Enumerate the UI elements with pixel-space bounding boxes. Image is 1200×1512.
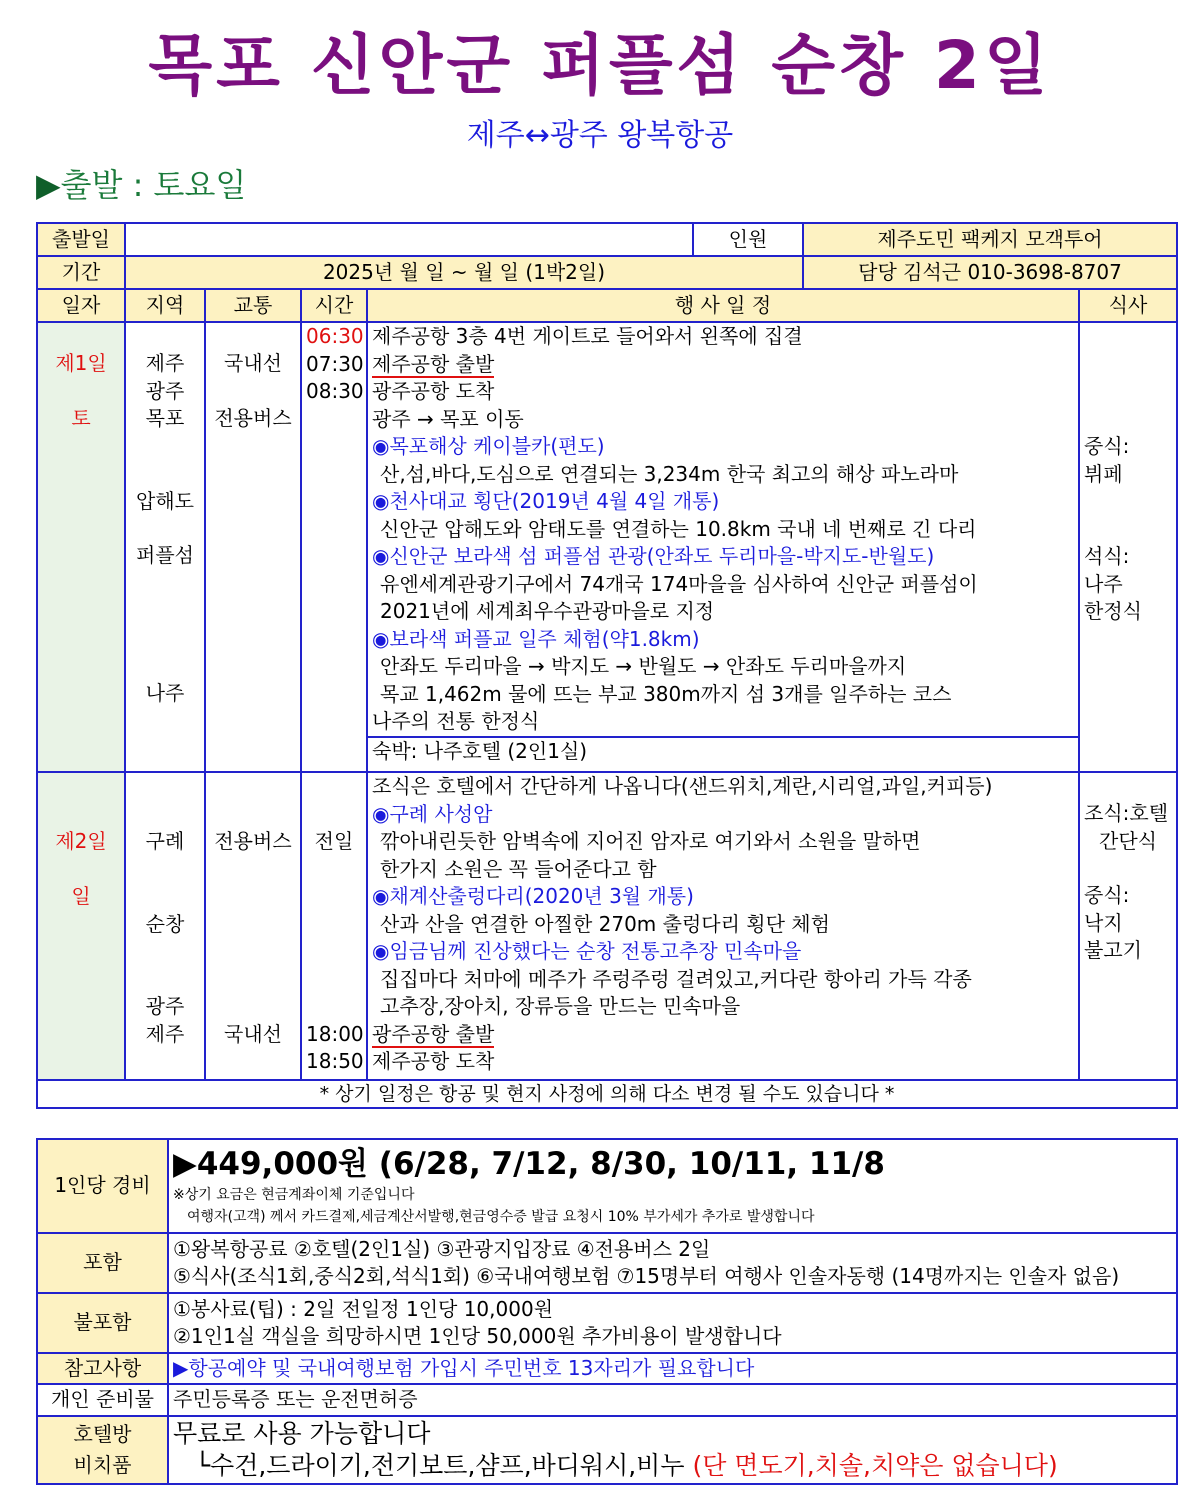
time-item: 06:30 xyxy=(306,324,364,348)
contact-info: 담당 김석근 010-3698-8707 xyxy=(803,256,1177,289)
day2-row xyxy=(37,772,1177,1080)
region-item: 구례 xyxy=(145,829,185,853)
departure-date-value xyxy=(125,223,693,256)
col-time: 시간 xyxy=(301,289,367,322)
day2-transports xyxy=(205,772,301,1080)
itinerary-line: 유엔세계관광기구에서 74개국 174마을을 심사하여 신안군 퍼플섬이 xyxy=(380,571,978,596)
itinerary-line: 제주공항 출발 xyxy=(372,351,495,376)
day1-times xyxy=(301,322,367,772)
info-table xyxy=(36,1138,1178,1485)
itinerary-line: 깎아내린듯한 암벽속에 지어진 암자로 여기와서 소원을 말하면 xyxy=(380,829,921,853)
time-item: 08:30 xyxy=(306,379,364,403)
itinerary-highlight: ◉임금님께 진상했다는 순창 전통고추장 민속마을 xyxy=(372,939,802,963)
region-item: 광주 xyxy=(145,378,185,403)
exclude-line: ②1인1실 객실을 희망하시면 1인당 50,000원 추가비용이 발생합니다 xyxy=(173,1324,782,1348)
transport-item: 전용버스 xyxy=(214,405,292,430)
column-header-row xyxy=(37,289,1177,322)
itinerary-line: 광주공항 출발 xyxy=(372,1021,495,1046)
itinerary-line: 조식은 호텔에서 간단하게 나옵니다(샌드위치,계란,시리얼,과일,커피등) xyxy=(372,774,993,798)
reference-row xyxy=(37,1353,1177,1384)
departure-date-row xyxy=(37,223,1177,256)
exclude-line: ①봉사료(팁) : 2일 전일정 1인당 10,000원 xyxy=(173,1296,554,1321)
region-item: 제주 xyxy=(145,1021,185,1046)
itinerary-highlight: ◉천사대교 횡단(2019년 4월 4일 개통) xyxy=(372,489,720,513)
schedule-notice: * 상기 일정은 항공 및 현지 사정에 의해 다소 변경 될 수도 있습니다 * xyxy=(37,1080,1177,1108)
include-row xyxy=(37,1233,1177,1293)
reference-label: 참고사항 xyxy=(37,1353,168,1384)
itinerary-line: 집집마다 처마에 메주가 주렁주렁 걸려있고,커다란 항아리 가득 각종 xyxy=(380,966,972,991)
region-item: 나주 xyxy=(145,680,185,705)
time-item: 전일 xyxy=(314,829,354,853)
col-itinerary: 행 사 일 정 xyxy=(367,289,1079,322)
prep-row xyxy=(37,1384,1177,1416)
day1-row xyxy=(37,322,1177,772)
exclude-cell xyxy=(168,1293,1177,1353)
region-item: 순창 xyxy=(145,911,185,936)
price-row xyxy=(37,1139,1177,1233)
region-item: 퍼플섬 xyxy=(136,543,194,567)
include-line: ①왕복항공료 ②호텔(2인1실) ③관광지입장료 ④전용버스 2일 xyxy=(173,1236,711,1261)
itinerary-line: 2021년에 세계최우수관광마을로 지정 xyxy=(380,599,715,623)
exclude-label: 불포함 xyxy=(37,1293,168,1353)
period-value: 2025년 월 일 ~ 월 일 (1박2일) xyxy=(125,256,803,289)
price-cell xyxy=(168,1139,1177,1233)
day1-regions xyxy=(125,322,205,772)
schedule-table xyxy=(36,222,1178,1109)
day1-label: 제1일 토 xyxy=(37,322,125,772)
itinerary-line: 제주공항 도착 xyxy=(372,1049,495,1073)
day2-meals: 조식:호텔 간단식 중식: 낙지 불고기 xyxy=(1079,772,1177,1080)
amenity-line: └수건,드라이기,전기보트,샴프,바디워시,비누 (단 면도기,치솔,치약은 없습니다) xyxy=(195,1451,1058,1480)
itinerary-line: 신안군 압해도와 암태도를 연결하는 10.8km 국내 네 번째로 긴 다리 xyxy=(380,516,977,541)
itinerary-line: 나주의 전통 한정식 xyxy=(372,709,540,733)
include-line: ⑤식사(조식1회,중식2회,석식1회) ⑥국내여행보험 ⑦15명부터 여행사 인솔자동행 (14명까지는 인솔자 없음) xyxy=(173,1264,1120,1288)
day2-regions xyxy=(125,772,205,1080)
price-label: 1인당 경비 xyxy=(37,1139,168,1233)
region-item: 압해도 xyxy=(136,488,194,513)
itinerary-line: 제주공항 3층 4번 게이트로 들어와서 왼쪽에 집결 xyxy=(372,324,803,348)
itinerary-highlight: ◉신안군 보라색 섬 퍼플섬 관광(안좌도 두리마을-박지도-반월도) xyxy=(372,544,935,568)
people-value: 제주도민 팩케지 모객투어 xyxy=(803,223,1177,256)
amenity-cell xyxy=(168,1416,1177,1484)
region-item: 목포 xyxy=(145,406,185,430)
people-label: 인원 xyxy=(693,223,803,256)
prep-label: 개인 준비물 xyxy=(37,1384,168,1416)
triangle-marker-icon: ▶ xyxy=(36,166,61,204)
itinerary-highlight: ◉목포해상 케이블카(편도) xyxy=(372,434,605,458)
itinerary-line: 한가지 소원은 꼭 들어준다고 함 xyxy=(380,856,657,881)
itinerary-line: 목교 1,462m 물에 뜨는 부교 380m까지 섬 3개를 일주하는 코스 xyxy=(380,681,952,706)
itinerary-highlight: ◉보라색 퍼플교 일주 체험(약1.8km) xyxy=(372,626,700,651)
page-subtitle: 제주↔광주 왕복항공 xyxy=(466,118,734,153)
amenity-row xyxy=(37,1416,1177,1484)
notice-row xyxy=(37,1080,1177,1108)
transport-item: 국내선 xyxy=(224,351,282,375)
day2-itinerary xyxy=(367,772,1079,1080)
amenity-line: 무료로 사용 가능합니다 xyxy=(173,1419,431,1448)
itinerary-line: 광주 → 목포 이동 xyxy=(372,406,524,431)
itinerary-line: 안좌도 두리마을 → 박지도 → 반월도 → 안좌도 두리마을까지 xyxy=(380,654,907,678)
price-note: 여행자(고객) 께서 카드결제,세금계산서발행,현금영수증 발급 요청시 10% 부가세가 추가로 발생합니다 xyxy=(187,1209,815,1225)
departure-label: 출발 : 토요일 xyxy=(60,166,247,204)
amenity-label: 호텔방 비치품 xyxy=(37,1416,168,1484)
itinerary-line: 고추장,장아치, 장류등을 만드는 민속마을 xyxy=(380,994,741,1018)
include-label: 포함 xyxy=(37,1233,168,1293)
col-day: 일자 xyxy=(37,289,125,322)
transport-item: 전용버스 xyxy=(214,829,292,853)
itinerary-highlight: ◉채계산출렁다리(2020년 3월 개통) xyxy=(372,884,694,908)
day1-itinerary xyxy=(367,322,1079,772)
include-cell xyxy=(168,1233,1177,1293)
period-row xyxy=(37,256,1177,289)
day2-label: 제2일 일 xyxy=(37,772,125,1080)
itinerary-line: 산,섬,바다,도심으로 연결되는 3,234m 한국 최고의 해상 파노라마 xyxy=(380,461,959,486)
itinerary-line: 광주공항 도착 xyxy=(372,379,495,403)
departure-date-label: 출발일 xyxy=(37,223,125,256)
price-value: ▶449,000원 (6/28, 7/12, 8/30, 10/11, 11/8 xyxy=(173,1146,885,1182)
region-item: 광주 xyxy=(145,994,185,1018)
transport-item: 국내선 xyxy=(224,1021,282,1046)
col-transport: 교통 xyxy=(205,289,301,322)
lodging-info: 숙박: 나주호텔 (2인1실) xyxy=(368,736,1078,764)
time-item: 07:30 xyxy=(306,351,364,376)
region-item: 제주 xyxy=(145,351,185,375)
day1-transports xyxy=(205,322,301,772)
col-meal: 식사 xyxy=(1079,289,1177,322)
page-title: 목포 신안군 퍼플섬 순창 2일 xyxy=(148,27,1052,104)
itinerary-highlight: ◉구례 사성암 xyxy=(372,801,493,826)
exclude-row xyxy=(37,1293,1177,1353)
period-label: 기간 xyxy=(37,256,125,289)
prep-text: 주민등록증 또는 운전면허증 xyxy=(168,1384,1177,1416)
departure-day xyxy=(36,160,246,206)
time-item: 18:00 xyxy=(306,1021,364,1046)
col-region: 지역 xyxy=(125,289,205,322)
day1-meals: 중식: 뷔페 석식: 나주 한정식 xyxy=(1079,322,1177,772)
day2-times xyxy=(301,772,367,1080)
reference-text: ▶항공예약 및 국내여행보험 가입시 주민번호 13자리가 필요합니다 xyxy=(168,1353,1177,1384)
itinerary-line: 산과 산을 연결한 아찔한 270m 출렁다리 횡단 체험 xyxy=(380,911,830,936)
time-item: 18:50 xyxy=(306,1049,364,1073)
price-note: ※상기 요금은 현금계좌이체 기준입니다 xyxy=(173,1187,415,1203)
